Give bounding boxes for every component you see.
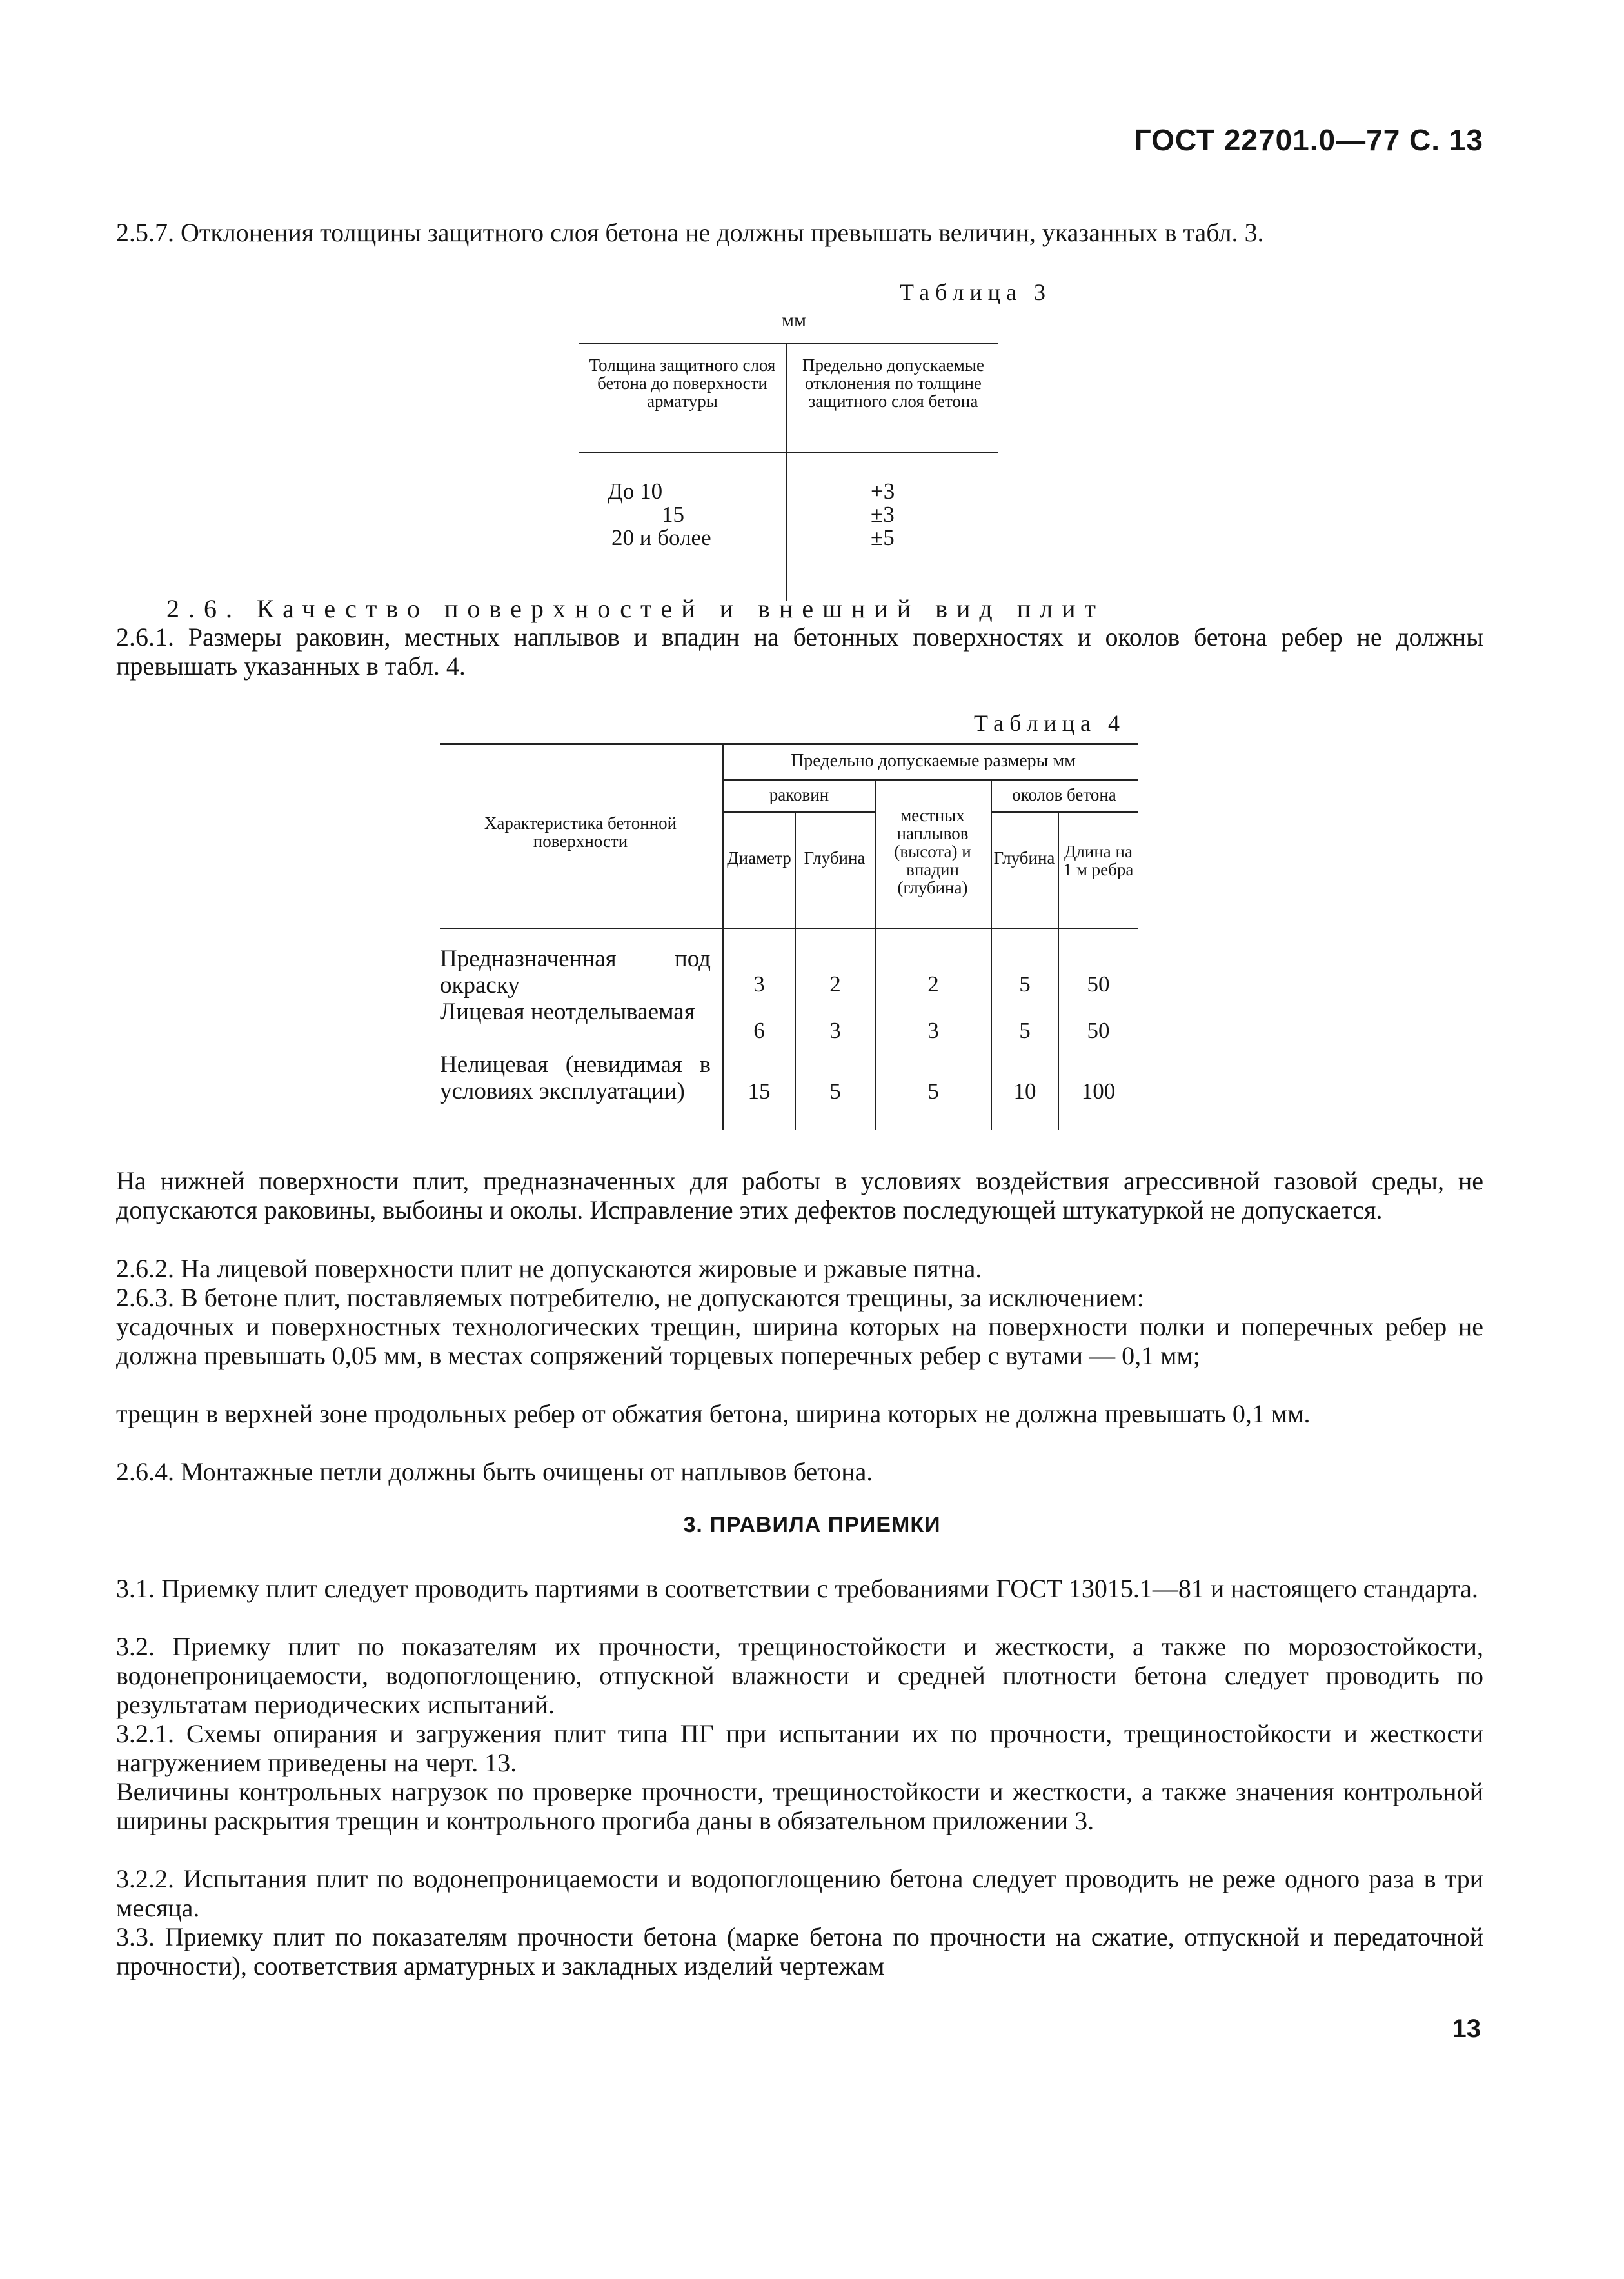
paragraph-2-6-2: 2.6.2. На лицевой поверхности плит не допускаются жировые и ржавые пятна. <box>116 1254 982 1283</box>
table-3-unit: мм <box>782 310 806 331</box>
table-4-row-3-okol-dlina: 100 <box>1081 1079 1116 1104</box>
table-3-row-3-thickness: 20 и более <box>611 525 711 550</box>
table-4-row-2-okol-dlina: 50 <box>1087 1018 1110 1043</box>
table-3-row-1-deviation: +3 <box>871 479 895 504</box>
table-4-header-rule <box>440 928 1138 929</box>
table-4-row-1-diam: 3 <box>753 971 765 997</box>
table-4-sub-naplyv: местных наплывов (высота) и впадин (глубина) <box>894 806 971 897</box>
table-4-top-rule <box>440 743 1138 745</box>
page-number: 13 <box>1452 2015 1481 2043</box>
table-4-group-header: Предельно допускаемые размеры мм <box>791 751 1076 771</box>
table-4-h-glub2: Глубина <box>993 848 1055 868</box>
paragraph-lower-surface: На нижней поверхности плит, предназначенных для работы в условиях воздействия агрессивной газовой среды, не допускаются раковины, выбоины и околы. Исправление этих дефектов последующей штукатуркой не допускается. <box>116 1166 1483 1224</box>
table-3-top-rule <box>579 343 998 344</box>
paragraph-3-1: 3.1. Приемку плит следует проводить партиями в соответствии с требованиями ГОСТ 13015.1—81 и настоящего стандарта. <box>116 1574 1478 1603</box>
table-4-row-3-glub: 5 <box>829 1079 841 1104</box>
table-4-row-1-napl: 2 <box>927 971 939 997</box>
table-4-row-2-okol-glub: 5 <box>1019 1018 1031 1043</box>
table-3-col2-header: Предельно допускаемые отклонения по толщине защитного слоя бетона <box>802 355 984 411</box>
paragraph-3-2-1-b: Величины контрольных нагрузок по проверке прочности, трещиностойкости и жесткости, а также значения контрольной ширины раскрытия трещин и контрольного прогиба даны в обязательном приложении 3. <box>116 1777 1483 1835</box>
table-4-row-2-glub: 3 <box>829 1018 841 1043</box>
table-4-row-1-name: Предназначенная под окраску <box>440 946 711 999</box>
table-4-h-dlina: Длина на 1 м ребра <box>1063 842 1134 879</box>
paragraph-2-6-4: 2.6.4. Монтажные петли должны быть очищены от наплывов бетона. <box>116 1457 873 1486</box>
paragraph-2-6-3-b: трещин в верхней зоне продольных ребер от обжатия бетона, ширина которых не должна превышать 0,1 мм. <box>116 1399 1311 1428</box>
table-3-row-2-thickness: 15 <box>662 502 684 527</box>
table-4-row-1-glub: 2 <box>829 971 841 997</box>
paragraph-3-3: 3.3. Приемку плит по показателям прочности бетона (марке бетона по прочности на сжатие, отпускной и передаточной прочности), соответствия арматурных и закладных изделий чертежам <box>116 1922 1483 1980</box>
table-4-row-3-diam: 15 <box>748 1079 771 1104</box>
table-4-h-diam: Диаметр <box>727 848 791 868</box>
table-4-divider-3 <box>875 779 876 1130</box>
table-4-col-char: Характеристика бетонной поверхности <box>484 813 677 851</box>
table-4-row-3-okol-glub: 10 <box>1013 1079 1036 1104</box>
table-4-divider-1 <box>722 743 724 1130</box>
table-3-row-3-deviation: ±5 <box>871 525 895 550</box>
table-3-header-rule <box>579 452 998 453</box>
table-4-sub-rakovin: раковин <box>769 785 829 804</box>
table-4-caption: Таблица 4 <box>974 710 1125 736</box>
table-4-sub-okolov: околов бетона <box>1012 785 1116 804</box>
table-4-row-2-name: Лицевая неотделываемая <box>440 999 695 1025</box>
paragraph-3-2-1: 3.2.1. Схемы опирания и загружения плит типа ПГ при испытании их по прочности, трещиностойкости и жесткости нагружением приведены на черт. 13. <box>116 1719 1483 1777</box>
paragraph-2-6-1: 2.6.1. Размеры раковин, местных наплывов и впадин на бетонных поверхностях и околов бетона ребер не должны превышать указанных в табл. 4. <box>116 622 1483 681</box>
table-3-divider <box>786 343 787 601</box>
table-3-caption: Таблица 3 <box>900 279 1051 305</box>
table-4-row-3-napl: 5 <box>927 1079 939 1104</box>
paragraph-2-6-3-a: усадочных и поверхностных технологических трещин, ширина которых на поверхности полки и поперечных ребер не должна превышать 0,05 мм, в местах сопряжений торцевых поперечных ребер с вутами — 0,1 мм; <box>116 1312 1483 1370</box>
paragraph-3-2: 3.2. Приемку плит по показателям их прочности, трещиностойкости и жесткости, а также по морозостойкости, водонепроницаемости, водопоглощению, отпускной влажности и средней плотности бетона следует проводить по результатам периодических испытаний. <box>116 1632 1483 1719</box>
table-4-rakovin-rule <box>724 811 875 813</box>
table-4-divider-4 <box>991 779 992 1130</box>
table-4-h-glub1: Глубина <box>804 848 866 868</box>
table-4-group-rule <box>724 779 1138 781</box>
table-3-row-2-deviation: ±3 <box>871 502 895 527</box>
heading-2-6: 2.6. Качество поверхностей и внешний вид плит <box>166 594 1105 623</box>
table-4-row-1-okol-dlina: 50 <box>1087 971 1110 997</box>
section-3-title: 3. ПРАВИЛА ПРИЕМКИ <box>683 1513 941 1537</box>
paragraph-2-6-3: 2.6.3. В бетоне плит, поставляемых потребителю, не допускаются трещины, за исключением: <box>116 1283 1144 1312</box>
table-4-row-2-napl: 3 <box>927 1018 939 1043</box>
table-4-row-2-diam: 6 <box>753 1018 765 1043</box>
table-4-row-1-okol-glub: 5 <box>1019 971 1031 997</box>
table-4-row-3-name: Нелицевая (невидимая в условиях эксплуатации) <box>440 1051 711 1104</box>
table-3-row-1-thickness: До 10 <box>608 479 663 504</box>
paragraph-2-5-7: 2.5.7. Отклонения толщины защитного слоя бетона не должны превышать величин, указанных в табл. 3. <box>116 218 1264 247</box>
table-4-okolov-rule <box>991 811 1138 813</box>
page-header: ГОСТ 22701.0—77 С. 13 <box>1134 123 1483 157</box>
table-3-col1-header: Толщина защитного слоя бетона до поверхности арматуры <box>589 355 776 411</box>
paragraph-3-2-2: 3.2.2. Испытания плит по водонепроницаемости и водопоглощению бетона следует проводить не реже одного раза в три месяца. <box>116 1864 1483 1922</box>
